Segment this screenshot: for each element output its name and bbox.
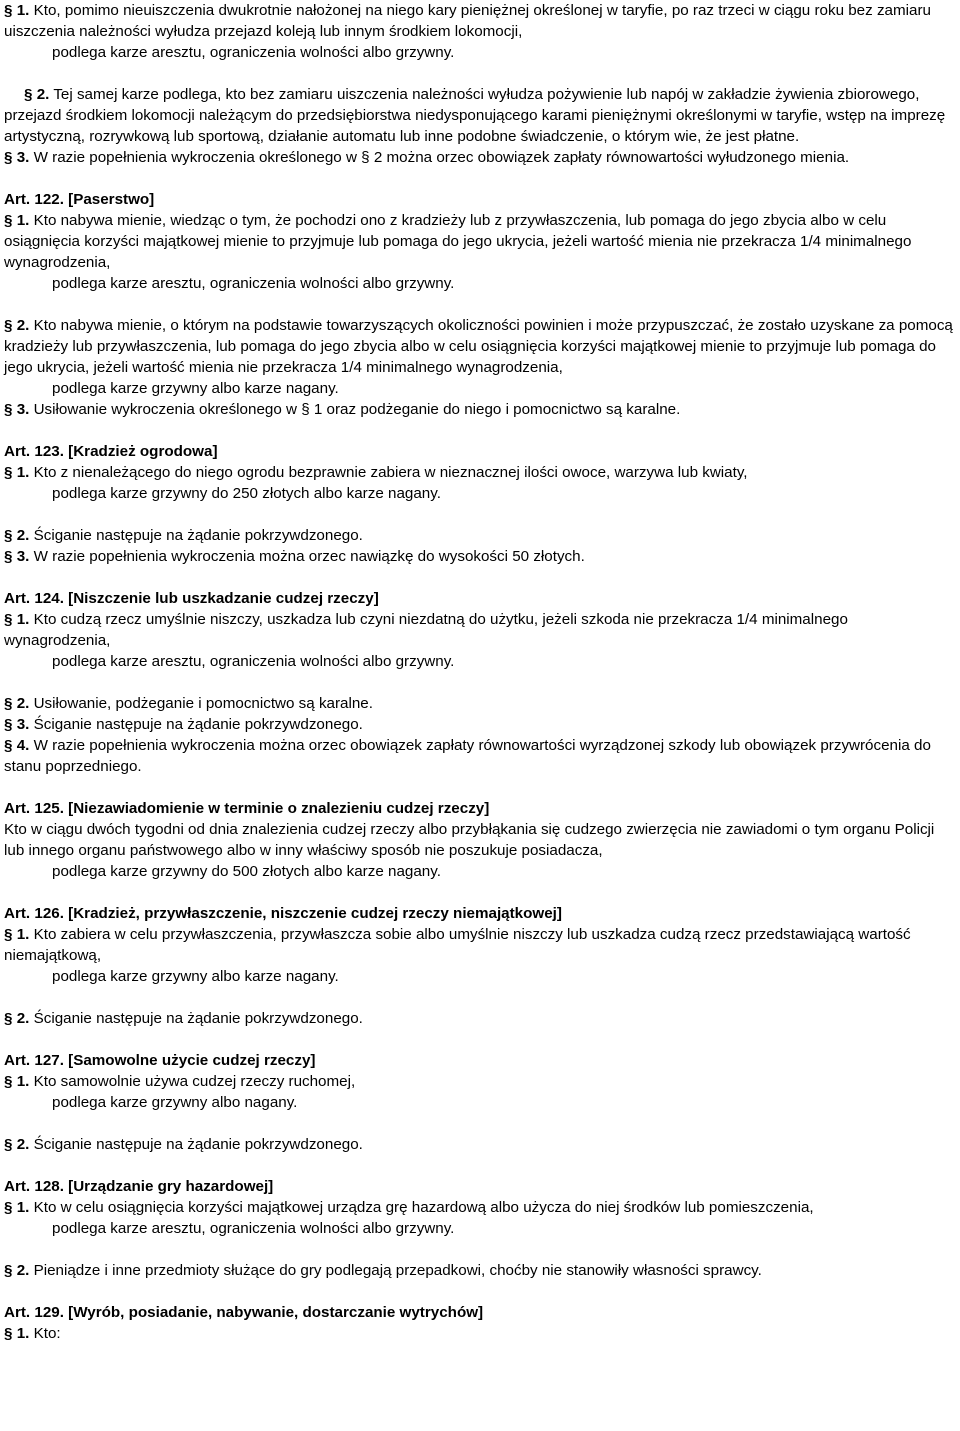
paragraph-text: § 1. Kto z nienależącego do niego ogrodu bezprawnie zabiera w nieznacznej ilości owoce, warzywa lub kwiaty, [4, 464, 748, 481]
paragraph-text: § 1. Kto cudzą rzecz umyślnie niszczy, uszkadza lub czyni niezdatną do użytku, jeżeli szkoda nie przekracza 1/4 minimalnego wynagrodzenia, [4, 611, 848, 649]
section-number: § 3. [4, 548, 30, 565]
section-number: § 1. [4, 1199, 30, 1216]
art123 [4, 441, 956, 567]
section-number: § 1. [4, 2, 30, 19]
article-heading: Art. 128. [Urządzanie gry hazardowej] [4, 1178, 274, 1195]
penalty-clause: podlega karze grzywny albo karze nagany. [52, 968, 339, 985]
paragraph-text: § 3. Ściganie następuje na żądanie pokrzywdzonego. [4, 716, 363, 733]
paragraph-text: § 4. W razie popełnienia wykroczenia można orzec obowiązek zapłaty równowartości wyrządzonej szkody lub obowiązek przywrócenia do stanu poprzedniego. [4, 737, 931, 775]
article-heading: Art. 124. [Niszczenie lub uszkadzanie cudzej rzeczy] [4, 590, 379, 607]
section-number: § 2. [4, 1136, 30, 1153]
article-heading: Art. 127. [Samowolne użycie cudzej rzeczy] [4, 1052, 316, 1069]
paragraph-text: § 3. W razie popełnienia wykroczenia można orzec nawiązkę do wysokości 50 złotych. [4, 548, 585, 565]
paragraph-text: § 2. Pieniądze i inne przedmioty służące do gry podlegają przepadkowi, choćby nie stanowiły własności sprawcy. [4, 1262, 762, 1279]
paragraph-text: § 2. Ściganie następuje na żądanie pokrzywdzonego. [4, 1136, 363, 1153]
paragraph-text: § 3. W razie popełnienia wykroczenia określonego w § 2 można orzec obowiązek zapłaty równowartości wyłudzonego mienia. [4, 149, 850, 166]
paragraph-text: § 2. Ściganie następuje na żądanie pokrzywdzonego. [4, 527, 363, 544]
paragraph-text: § 1. Kto: [4, 1325, 61, 1342]
paragraph-text: § 2. Usiłowanie, podżeganie i pomocnictwo są karalne. [4, 695, 373, 712]
penalty-clause: podlega karze aresztu, ograniczenia wolności albo grzywny. [52, 1220, 455, 1237]
art125 [4, 798, 956, 882]
art122-p2 [4, 315, 956, 420]
article-heading: Art. 123. [Kradzież ogrodowa] [4, 443, 218, 460]
section-number: § 2. [4, 527, 30, 544]
section-number: § 2. [4, 1010, 30, 1027]
section-number: § 1. [4, 1325, 30, 1342]
section-number: § 1. [4, 611, 30, 628]
section-number: § 2. [4, 317, 30, 334]
art129 [4, 1302, 956, 1344]
article-heading: Art. 122. [Paserstwo] [4, 191, 155, 208]
penalty-clause: podlega karze aresztu, ograniczenia wolności albo grzywny. [52, 275, 455, 292]
paragraph-text: § 2. Tej samej karze podlega, kto bez zamiaru uiszczenia należności wyłudza pożywienie lub napój w zakładzie żywienia zbiorowego, przejazd środkiem lokomocji należącym do przedsiębiorstwa niedysponującego karami pieniężnymi określonymi w taryfie, wstęp na imprezę artystyczną, rozrywkową lub sportową, działanie automatu lub inne podobne świadczenie, o którym wie, że jest płatne. [4, 86, 946, 145]
art126 [4, 903, 956, 1029]
art128 [4, 1176, 956, 1281]
paragraph-text: § 1. Kto zabiera w celu przywłaszczenia, przywłaszcza sobie albo umyślnie niszczy lub uszkadza cudzą rzecz przedstawiającą wartość niemajątkową, [4, 926, 911, 964]
penalty-clause: podlega karze grzywny do 500 złotych albo karze nagany. [52, 863, 441, 880]
art121-p3 [4, 147, 956, 168]
art124 [4, 588, 956, 777]
section-number: § 1. [4, 926, 30, 943]
art122 [4, 189, 956, 294]
section-number: § 2. [24, 86, 50, 103]
section-number: § 1. [4, 1073, 30, 1090]
penalty-clause: podlega karze aresztu, ograniczenia wolności albo grzywny. [52, 653, 455, 670]
section-number: § 2. [4, 695, 30, 712]
art121-p2 [4, 84, 956, 147]
article-heading: Art. 129. [Wyrób, posiadanie, nabywanie, dostarczanie wytrychów] [4, 1304, 484, 1321]
art121-p1 [4, 0, 956, 63]
section-number: § 3. [4, 149, 30, 166]
paragraph-text: § 2. Kto nabywa mienie, o którym na podstawie towarzyszących okoliczności powinien i może przypuszczać, że zostało uzyskane za pomocą kradzieży lub przywłaszczenia, lub pomaga do jego zbycia albo w celu osiągnięcia korzyści majątkowej mienie to przyjmuje lub pomaga do jego ukrycia, jeżeli wartość mienia nie przekracza 1/4 minimalnego wynagrodzenia, [4, 317, 953, 376]
section-number: § 1. [4, 464, 30, 481]
paragraph-text: § 1. Kto samowolnie używa cudzej rzeczy ruchomej, [4, 1073, 356, 1090]
section-number: § 3. [4, 716, 30, 733]
paragraph-text: Kto w ciągu dwóch tygodni od dnia znalezienia cudzej rzeczy albo przybłąkania się cudzego zwierzęcia nie zawiadomi o tym organu Policji lub innego organu państwowego albo w inny właściwy sposób nie poszukuje posiadacza, [4, 821, 935, 859]
art127 [4, 1050, 956, 1155]
section-number: § 4. [4, 737, 30, 754]
paragraph-text: § 2. Ściganie następuje na żądanie pokrzywdzonego. [4, 1010, 363, 1027]
section-number: § 3. [4, 401, 30, 418]
penalty-clause: podlega karze grzywny do 250 złotych albo karze nagany. [52, 485, 441, 502]
paragraph-text: § 1. Kto, pomimo nieuiszczenia dwukrotnie nałożonej na niego kary pieniężnej określonej w taryfie, po raz trzeci w ciągu roku bez zamiaru uiszczenia należności wyłudza przejazd koleją lub innym środkiem lokomocji, [4, 2, 931, 40]
penalty-clause: podlega karze grzywny albo karze nagany. [52, 380, 339, 397]
paragraph-text: § 1. Kto nabywa mienie, wiedząc o tym, że pochodzi ono z kradzieży lub z przywłaszczenia, lub pomaga do jego zbycia albo w celu osiągnięcia korzyści majątkowej mienie to przyjmuje lub pomaga do jego ukrycia, jeżeli wartość mienia nie przekracza 1/4 minimalnego wynagrodzenia, [4, 212, 912, 271]
penalty-clause: podlega karze aresztu, ograniczenia wolności albo grzywny. [52, 44, 455, 61]
article-heading: Art. 125. [Niezawiadomienie w terminie o znalezieniu cudzej rzeczy] [4, 800, 490, 817]
paragraph-text: § 3. Usiłowanie wykroczenia określonego w § 1 oraz podżeganie do niego i pomocnictwo są karalne. [4, 401, 681, 418]
article-heading: Art. 126. [Kradzież, przywłaszczenie, niszczenie cudzej rzeczy niemajątkowej] [4, 905, 562, 922]
section-number: § 1. [4, 212, 30, 229]
paragraph-text: § 1. Kto w celu osiągnięcia korzyści majątkowej urządza grę hazardową albo użycza do niej środków lub pomieszczenia, [4, 1199, 814, 1216]
section-number: § 2. [4, 1262, 30, 1279]
penalty-clause: podlega karze grzywny albo nagany. [52, 1094, 298, 1111]
